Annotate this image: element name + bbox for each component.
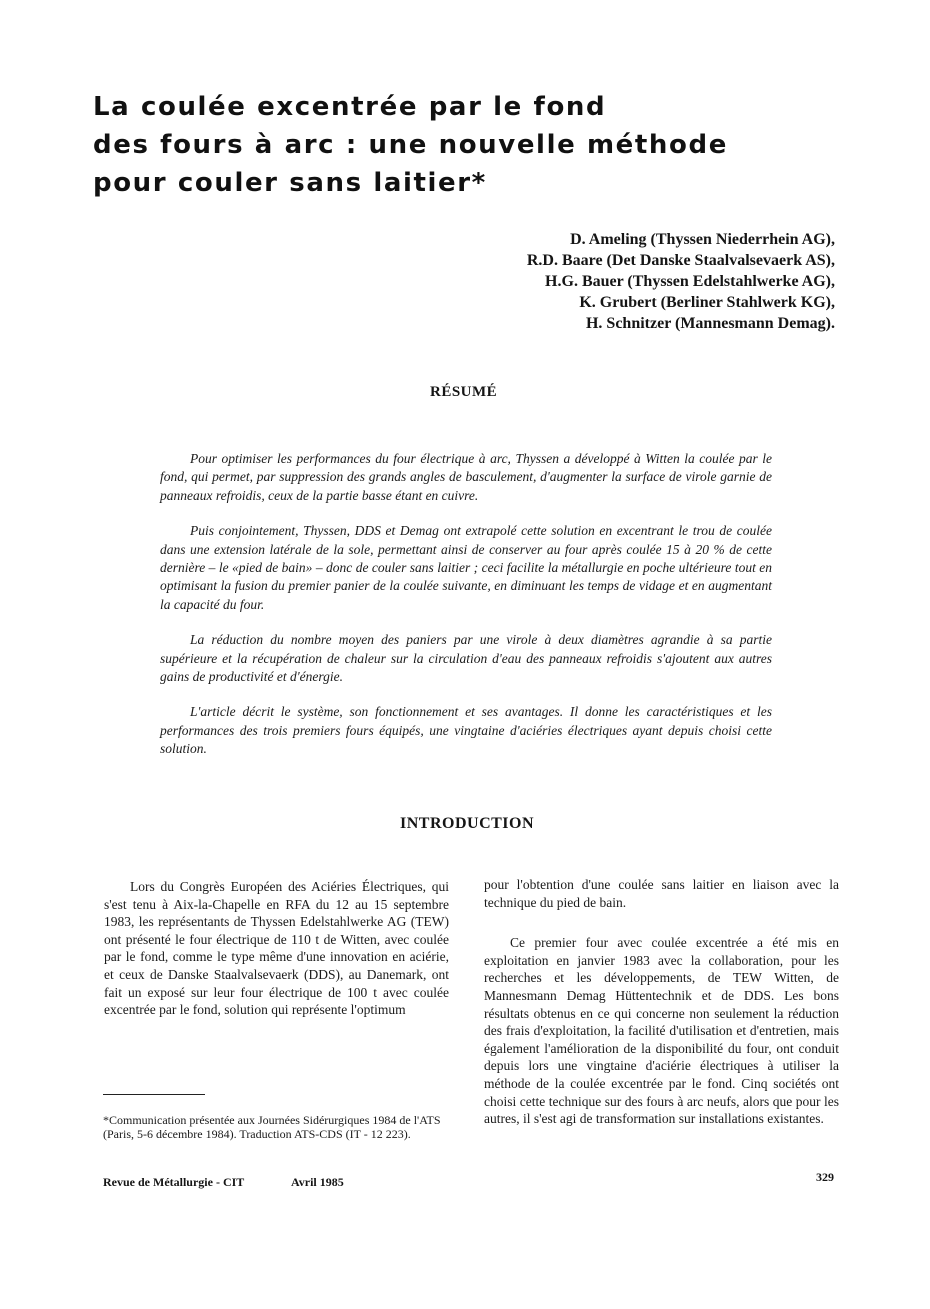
resume-heading: RÉSUMÉ (430, 384, 498, 400)
footnote-divider (103, 1094, 205, 1095)
body-paragraph: pour l'obtention d'une coulée sans laitier en liaison avec la technique du pied de bain. (484, 877, 839, 910)
title-line: La coulée excentrée par le fond (93, 92, 607, 122)
author-line: K. Grubert (Berliner Stahlwerk KG), (579, 294, 835, 311)
title-line: pour couler sans laitier* (93, 168, 487, 198)
page-number: 329 (816, 1170, 834, 1184)
author-line: R.D. Baare (Det Danske Staalvalsevaerk AS), (526, 252, 835, 269)
footnote: *Communication présentée aux Journées Sidérurgiques 1984 de l'ATS (Paris, 5-6 décembre 1984). Traduction ATS-CDS (IT - 12 223). (103, 1113, 441, 1142)
abstract-paragraph: Puis conjointement, Thyssen, DDS et Demag ont extrapolé cette solution en excentrant le trou de coulée dans une extension latérale de la sole, permettant ainsi de conserver au four après coulée 15 à 20 % de cette dernière – le «pied de bain» – donc de couler sans laitier ; ceci facilite la métallurgie en poche ultérieure tout en optimisant la fusion du premier panier de la coulée suivante, en diminuant les temps de vidage et en augmentant la capacité du four. (160, 523, 772, 612)
title-line: des fours à arc : une nouvelle méthode (93, 130, 728, 160)
author-line: H. Schnitzer (Mannesmann Demag). (585, 315, 835, 332)
abstract-paragraph: Pour optimiser les performances du four électrique à arc, Thyssen a développé à Witten la coulée par le fond, qui permet, par suppression des grands angles de basculement, d'augmenter la surface de virole garnie de panneaux refroidis, ceux de la partie basse étant en cuivre. (160, 451, 772, 503)
author-line: H.G. Bauer (Thyssen Edelstahlwerke AG), (545, 273, 835, 290)
author-line: D. Ameling (Thyssen Niederrhein AG), (570, 231, 835, 248)
introduction-heading: INTRODUCTION (400, 815, 535, 832)
body-column-left (104, 878, 449, 1019)
journal-name: Revue de Métallurgie - CIT (103, 1175, 245, 1189)
body-paragraph: Ce premier four avec coulée excentrée a été mis en exploitation en janvier 1983 avec la collaboration, pour les recherches et les développements, de TEW Witten, de Mannesmann Demag Hüttentechnik et de DDS. Les bons résultats obtenus en ce qui concerne non seulement la réduction des frais d'exploitation, la facilité d'utilisation et d'entretien, mais également l'amélioration de la disponibilité du four, ont conduit depuis lors une vingtaine d'aciérie électriques à utiliser la méthode de la coulée excentrée par le fond. Cinq sociétés ont choisi cette technique sur des fours à arc neufs, alors que pour les autres, il s'est agi de transformation sur installations existantes. (484, 935, 839, 1127)
body-column-right (484, 876, 839, 1128)
abstract-paragraph: L'article décrit le système, son fonctionnement et ses avantages. Il donne les caractéristiques et les performances des trois premiers fours équipés, une vingtaine d'aciéries électriques ayant depuis choisi cette solution. (160, 704, 772, 757)
article-title (93, 88, 813, 202)
body-paragraph: Lors du Congrès Européen des Aciéries Électriques, qui s'est tenu à Aix-la-Chapelle en RFA du 12 au 15 septembre 1983, les représentants de Thyssen Edelstahlwerke AG (TEW) ont présenté le four électrique de 110 t de Witten, avec coulée par le fond, comme le type même d'une innovation en aciérie, et ceux de Danske Staalvalsevaerk (DDS), au Danemark, ont fait un exposé sur leur four électrique de 100 t avec coulée excentrée par le fond, solution qui représente l'optimum (104, 879, 449, 1018)
abstract (160, 450, 772, 776)
abstract-paragraph: La réduction du nombre moyen des paniers par une virole à deux diamètres agrandie à sa partie supérieure et la récupération de chaleur sur la circulation d'eau des panneaux refroidis s'ajoutent aux autres gains de productivité et d'énergie. (160, 632, 772, 685)
issue-date: Avril 1985 (291, 1175, 344, 1189)
author-list (527, 229, 835, 334)
